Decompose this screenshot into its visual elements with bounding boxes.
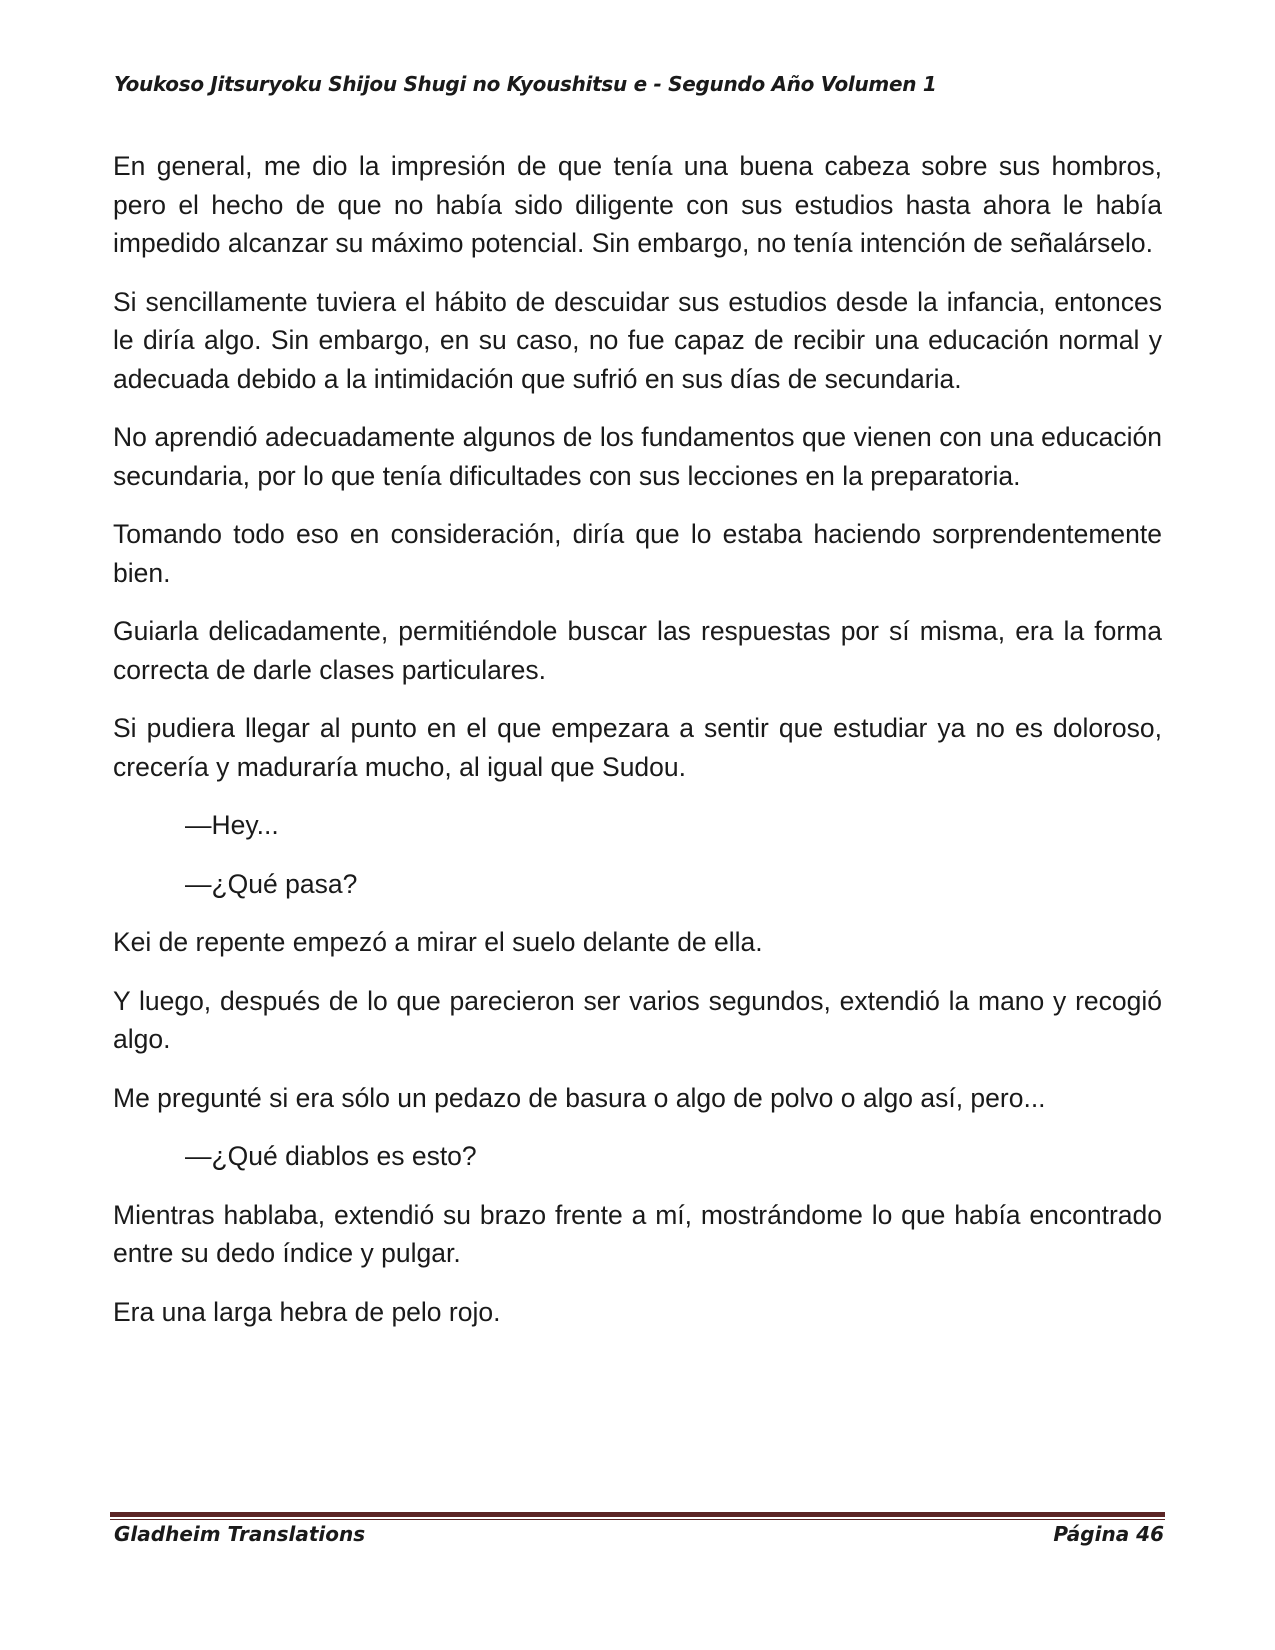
dialog-line: —Hey... <box>185 810 279 840</box>
paragraph: Tomando todo eso en consideración, diría que lo estaba haciendo sorprendentemente bien. <box>113 519 1162 588</box>
paragraph: Era una larga hebra de pelo rojo. <box>113 1296 501 1327</box>
dialog-line: —¿Qué diablos es esto? <box>185 1141 477 1171</box>
paragraph: Si sencillamente tuviera el hábito de descuidar sus estudios desde la infancia, entonces le diría algo. Sin embargo, en su caso, no fue capaz de recibir una educación normal y adecuada debido a la intimidación que sufrió en sus días de secundaria. <box>113 286 1162 394</box>
paragraph: Y luego, después de lo que parecieron ser varios segundos, extendió la mano y recogió algo. <box>113 985 1162 1054</box>
paragraph: Si pudiera llegar al punto en el que empezara a sentir que estudiar ya no es doloroso, crecería y maduraría mucho, al igual que Sudou. <box>113 713 1162 782</box>
paragraph: Kei de repente empezó a mirar el suelo delante de ella. <box>113 927 763 957</box>
footer-page-number: Página 46 <box>1053 1522 1164 1546</box>
page-body <box>113 147 1162 1351</box>
footer-translator-credit: Gladheim Translations <box>114 1522 366 1546</box>
paragraph: Mientras hablaba, extendió su brazo frente a mí, mostrándome lo que había encontrado entre su dedo índice y pulgar. <box>113 1199 1162 1268</box>
footer-divider <box>110 1512 1165 1520</box>
paragraph: No aprendió adecuadamente algunos de los fundamentos que vienen con una educación secundaria, por lo que tenía dificultades con sus lecciones en la preparatoria. <box>113 422 1162 491</box>
dialog-line: —¿Qué pasa? <box>185 868 358 899</box>
page-header-title: Youkoso Jitsuryoku Shijou Shugi no Kyoushitsu e - Segundo Año Volumen 1 <box>114 72 937 96</box>
paragraph: Guiarla delicadamente, permitiéndole buscar las respuestas por sí misma, era la forma correcta de darle clases particulares. <box>113 616 1162 685</box>
paragraph: Me pregunté si era sólo un pedazo de basura o algo de polvo o algo así, pero... <box>113 1082 1046 1113</box>
paragraph: En general, me dio la impresión de que tenía una buena cabeza sobre sus hombros, pero el hecho de que no había sido diligente con sus estudios hasta ahora le había impedido alcanzar su máximo potencial. Sin embargo, no tenía intención de señalárselo. <box>113 151 1162 258</box>
